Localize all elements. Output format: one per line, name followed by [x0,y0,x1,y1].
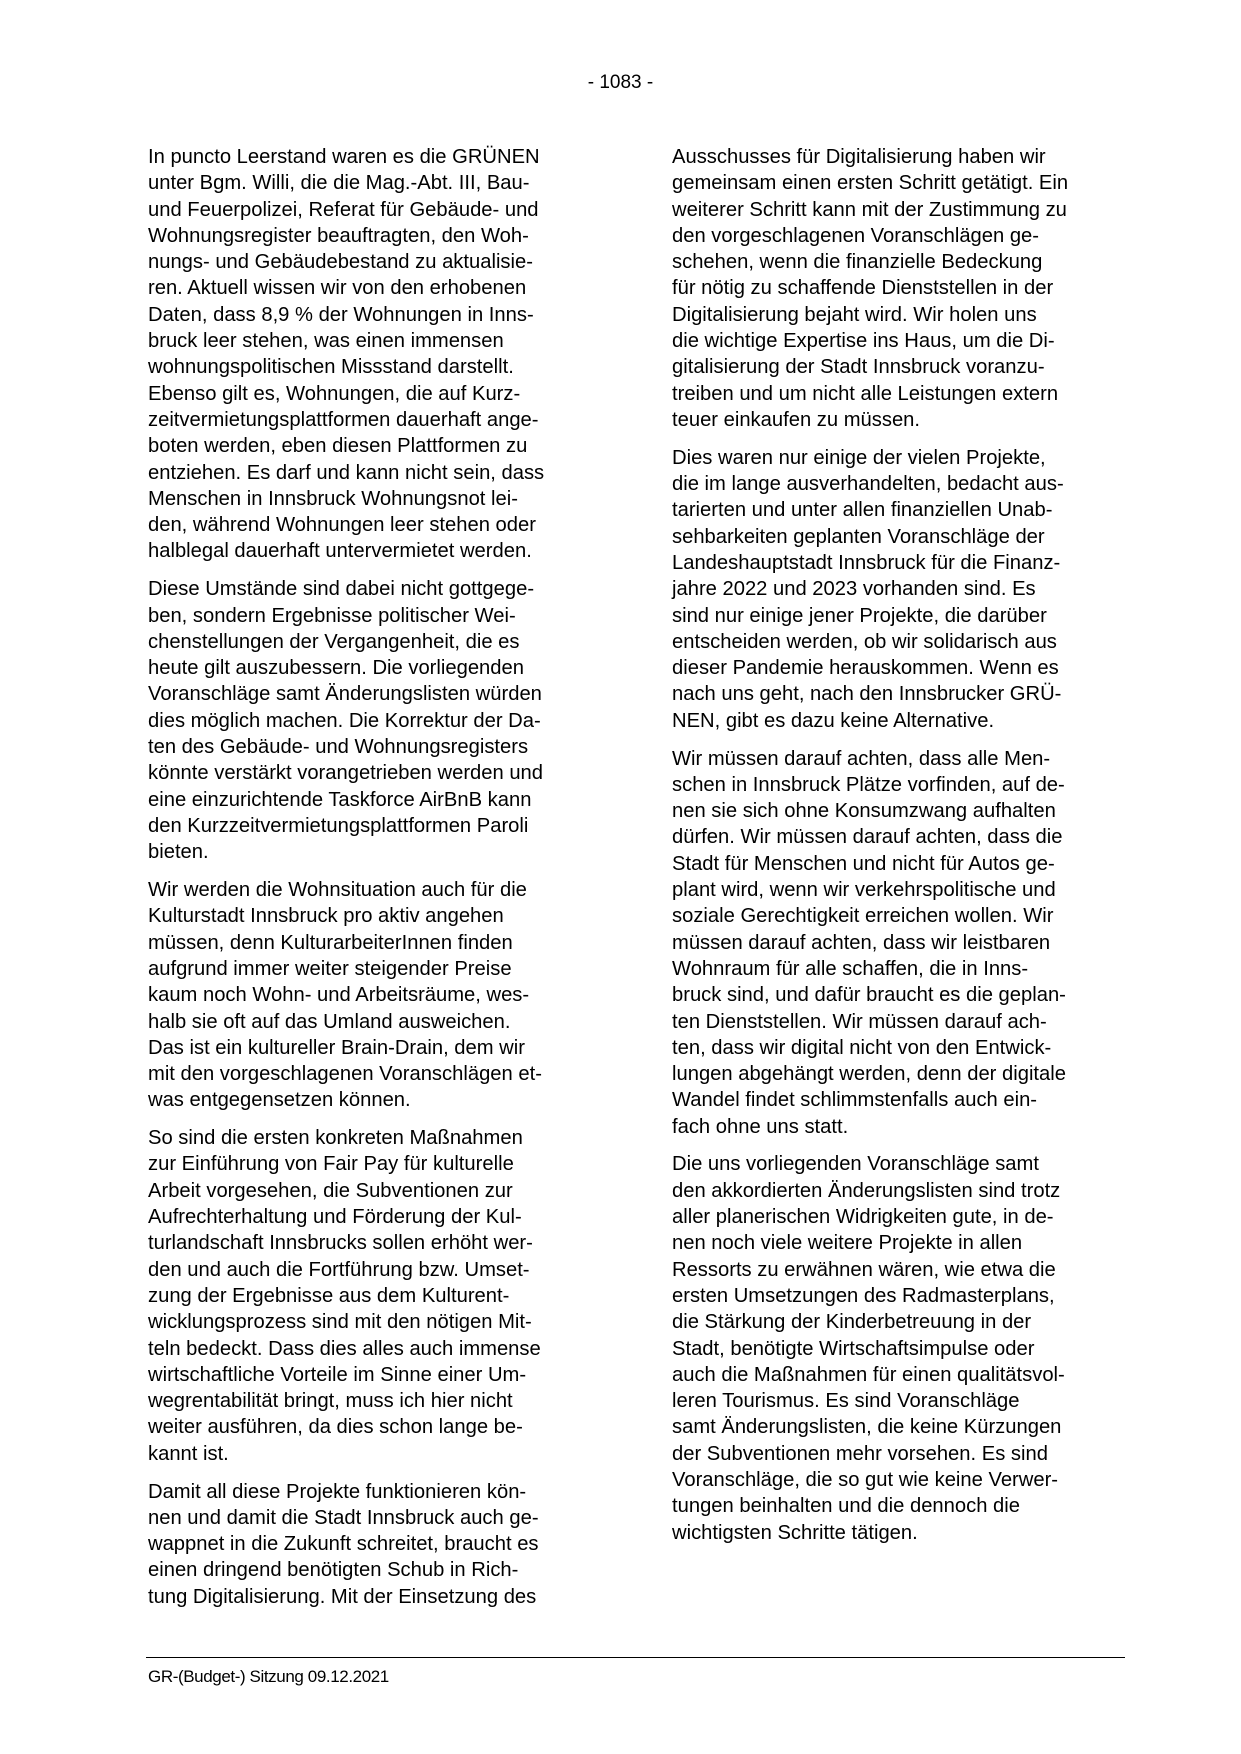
text-line: wicklungsprozess sind mit den nötigen Mit- [148,1311,532,1334]
text-line: NEN, gibt es dazu keine Alternative. [672,709,995,732]
text-line: samt Änderungslisten, die keine Kürzungen [672,1416,1062,1439]
text-line: nen und damit die Stadt Innsbruck auch ge- [148,1506,539,1529]
text-line: ren. Aktuell wissen wir von den erhobenen [148,277,527,300]
text-line: dieser Pandemie herauskommen. Wenn es [672,657,1059,680]
text-line: kaum noch Wohn- und Arbeitsräume, wes- [148,984,530,1007]
text-line: die wichtige Expertise ins Haus, um die Di- [672,330,1055,353]
text-line: wappnet in die Zukunft schreitet, braucht es [148,1533,539,1556]
text-line: die im lange ausverhandelten, bedacht aus- [672,473,1064,496]
paragraph [148,877,603,1114]
text-line: ersten Umsetzungen des Radmasterplans, [672,1284,1055,1307]
text-line: tung Digitalisierung. Mit der Einsetzung des [148,1585,537,1608]
text-line: Daten, dass 8,9 % der Wohnungen in Inns- [148,303,534,326]
text-line: gemeinsam einen ersten Schritt getätigt. Ein [672,172,1069,195]
text-line: Wandel findet schlimmstenfalls auch ein- [672,1089,1038,1112]
text-line: ben, sondern Ergebnisse politischer Wei- [148,604,516,627]
paragraph [148,144,603,565]
text-line: nach uns geht, nach den Innsbrucker GRÜ- [672,683,1062,706]
text-line: Wohnraum für alle schaffen, die in Inns- [672,957,1029,980]
paragraph [672,746,1127,1140]
text-line: Die uns vorliegenden Voranschläge samt [672,1153,1039,1176]
text-line: müssen, denn KulturarbeiterInnen finden [148,931,513,954]
text-line: ten des Gebäude- und Wohnungsregisters [148,736,529,759]
text-line: Voranschläge, die so gut wie keine Verwer- [672,1469,1059,1492]
text-line: wohnungspolitischen Missstand darstellt. [148,356,514,379]
text-line: weiter ausführen, da dies schon lange be- [148,1416,523,1439]
text-line: der Subventionen mehr vorsehen. Es sind [672,1442,1048,1465]
text-line: bruck sind, und dafür braucht es die geplan- [672,984,1066,1007]
text-line: bieten. [148,841,209,864]
text-line: jahre 2022 und 2023 vorhanden sind. Es [672,578,1036,601]
text-line: Digitalisierung bejaht wird. Wir holen uns [672,303,1037,326]
footer-divider [146,1657,1125,1658]
text-line: teln bedeckt. Dass dies alles auch immense [148,1337,541,1360]
paragraph [148,576,603,865]
text-line: Damit all diese Projekte funktionieren kön- [148,1480,527,1503]
text-line: einen dringend benötigten Schub in Rich- [148,1559,519,1582]
text-line: aufgrund immer weiter steigender Preise [148,957,512,980]
text-line: Diese Umstände sind dabei nicht gottgege- [148,578,535,601]
text-line: Das ist ein kultureller Brain-Drain, dem wir [148,1036,525,1059]
text-line: halblegal dauerhaft untervermietet werden. [148,540,532,563]
text-line: leren Tourismus. Es sind Voranschläge [672,1390,1020,1413]
text-line: bruck leer stehen, was einen immensen [148,330,504,353]
text-line: turlandschaft Innsbrucks sollen erhöht wer- [148,1232,533,1255]
text-line: Ausschusses für Digitalisierung haben wir [672,146,1046,168]
text-line: wichtigsten Schritte tätigen. [672,1521,918,1544]
text-line: tungen beinhalten und die dennoch die [672,1495,1020,1518]
text-line: die Stärkung der Kinderbetreuung in der [672,1311,1032,1334]
text-line: gitalisierung der Stadt Innsbruck voranzu- [672,356,1045,379]
text-line: Aufrechterhaltung und Förderung der Kul- [148,1206,522,1229]
right-column [672,144,1127,1557]
text-line: sehbarkeiten geplanten Voranschläge der [672,525,1045,548]
text-line: fach ohne uns statt. [672,1115,849,1138]
text-line: ten, dass wir digital nicht von den Entwick- [672,1036,1052,1059]
footer-session-label: GR-(Budget-) Sitzung 09.12.2021 [148,1667,389,1686]
text-line: So sind die ersten konkreten Maßnahmen [148,1127,523,1150]
text-line: den, während Wohnungen leer stehen oder [148,514,536,537]
text-line: wirtschaftliche Vorteile im Sinne einer Um- [148,1363,527,1386]
text-line: ten Dienststellen. Wir müssen darauf ach- [672,1010,1047,1033]
text-line: müssen darauf achten, dass wir leistbaren [672,931,1051,954]
text-line: Voranschläge samt Änderungslisten würden [148,683,542,706]
page-number: - 1083 - [587,72,654,93]
text-line: den Kurzzeitvermietungsplattformen Paroli [148,814,529,837]
text-line: lungen abgehängt werden, denn der digitale [672,1063,1066,1086]
paragraph [148,1479,603,1610]
left-column [148,144,603,1622]
text-line: und Feuerpolizei, Referat für Gebäude- und [148,198,539,221]
paragraph [672,1151,1127,1545]
text-line: Stadt für Menschen und nicht für Autos ge- [672,852,1055,875]
text-line: Dies waren nur einige der vielen Projekte, [672,446,1046,469]
text-line: kannt ist. [148,1442,229,1465]
text-line: heute gilt auszubessern. Die vorliegenden [148,657,524,680]
text-line: weiterer Schritt kann mit der Zustimmung zu [672,198,1067,221]
text-line: chenstellungen der Vergangenheit, die es [148,630,520,653]
text-line: Wir werden die Wohnsituation auch für die [148,879,527,902]
text-line: nen noch viele weitere Projekte in allen [672,1232,1023,1255]
text-line: In puncto Leerstand waren es die GRÜNEN [148,146,540,168]
text-line: was entgegensetzen können. [148,1089,411,1112]
text-line: zeitvermietungsplattformen dauerhaft ange- [148,408,539,431]
text-line: Stadt, benötigte Wirtschaftsimpulse oder [672,1337,1035,1360]
text-line: Landeshauptstadt Innsbruck für die Finanz- [672,551,1061,574]
text-line: den vorgeschlagenen Voranschlägen ge- [672,224,1040,247]
text-line: nen sie sich ohne Konsumzwang aufhalten [672,800,1056,823]
text-line: eine einzurichtende Taskforce AirBnB kann [148,788,532,811]
text-line: entziehen. Es darf und kann nicht sein, dass [148,461,545,484]
text-line: teuer einkaufen zu müssen. [672,408,921,431]
text-line: schen in Innsbruck Plätze vorfinden, auf de- [672,773,1065,796]
text-line: sind nur einige jener Projekte, die darüber [672,604,1047,627]
paragraph [672,144,1127,433]
text-line: treiben und um nicht alle Leistungen extern [672,382,1059,405]
text-line: könnte verstärkt vorangetrieben werden und [148,762,544,785]
text-line: für nötig zu schaffende Dienststellen in der [672,277,1054,300]
text-line: tarierten und unter allen finanziellen Unab- [672,499,1053,522]
text-line: schehen, wenn die finanzielle Bedeckung [672,251,1043,274]
text-line: Arbeit vorgesehen, die Subventionen zur [148,1179,513,1202]
text-line: soziale Gerechtigkeit erreichen wollen. Wir [672,905,1054,928]
text-line: Menschen in Innsbruck Wohnungsnot lei- [148,487,518,510]
text-line: Ebenso gilt es, Wohnungen, die auf Kurz- [148,382,521,405]
text-line: nungs- und Gebäudebestand zu aktualisie- [148,251,533,274]
text-line: dürfen. Wir müssen darauf achten, dass die [672,826,1063,849]
text-line: auch die Maßnahmen für einen qualitätsvol- [672,1363,1065,1386]
text-line: zung der Ergebnisse aus dem Kulturent- [148,1284,510,1307]
text-line: Kulturstadt Innsbruck pro aktiv angehen [148,905,504,928]
text-line: den und auch die Fortführung bzw. Umset- [148,1258,530,1281]
text-line: entscheiden werden, ob wir solidarisch aus [672,630,1057,653]
text-line: dies möglich machen. Die Korrektur der Da- [148,709,541,732]
paragraph [672,445,1127,734]
text-line: boten werden, eben diesen Plattformen zu [148,435,528,458]
text-line: den akkordierten Änderungslisten sind trotz [672,1179,1061,1202]
text-line: wegrentabilität bringt, muss ich hier nicht [148,1390,513,1413]
text-line: aller planerischen Widrigkeiten gute, in de- [672,1206,1054,1229]
text-line: halb sie oft auf das Umland ausweichen. [148,1010,511,1033]
text-line: plant wird, wenn wir verkehrspolitische und [672,879,1056,902]
text-line: Wir müssen darauf achten, dass alle Men- [672,747,1051,770]
text-line: Ressorts zu erwähnen wären, wie etwa die [672,1258,1056,1281]
text-line: unter Bgm. Willi, die die Mag.-Abt. III, Bau- [148,172,530,195]
paragraph [148,1125,603,1467]
text-line: Wohnungsregister beauftragten, den Woh- [148,224,529,247]
text-line: mit den vorgeschlagenen Voranschlägen et- [148,1063,542,1086]
text-line: zur Einführung von Fair Pay für kulturelle [148,1153,514,1176]
